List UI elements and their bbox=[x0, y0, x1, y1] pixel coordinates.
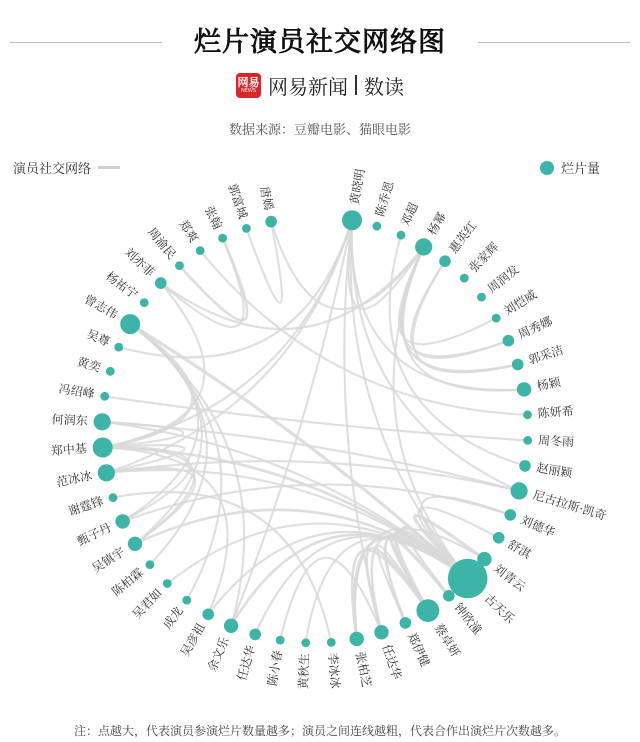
actor-node[interactable] bbox=[100, 392, 109, 401]
brand-name: 网易新闻 bbox=[268, 74, 348, 99]
actor-label: 甄子丹 bbox=[74, 520, 114, 549]
actor-node[interactable] bbox=[439, 255, 451, 267]
actor-label: 钟欣潼 bbox=[451, 600, 485, 638]
actor-label: 吴镇宇 bbox=[89, 544, 128, 576]
actor-node[interactable] bbox=[510, 482, 527, 499]
actor-node[interactable] bbox=[492, 314, 501, 323]
actor-label: 舒淇 bbox=[505, 537, 534, 562]
actor-node[interactable] bbox=[265, 216, 277, 228]
actor-label: 杨祐宁 bbox=[103, 268, 141, 302]
labels-layer bbox=[50, 168, 608, 690]
actor-node[interactable] bbox=[120, 314, 140, 334]
actor-node[interactable] bbox=[182, 596, 191, 605]
actor-label: 吴彦祖 bbox=[177, 620, 208, 659]
actor-label: 蔡卓妍 bbox=[431, 621, 463, 660]
actor-node[interactable] bbox=[301, 638, 310, 647]
actor-label: 曾志伟 bbox=[81, 291, 121, 322]
actor-label: 吴君如 bbox=[129, 585, 165, 622]
actor-node[interactable] bbox=[109, 493, 118, 502]
actor-label: 张家辉 bbox=[466, 239, 502, 276]
actor-node[interactable] bbox=[175, 261, 184, 270]
network-link bbox=[231, 220, 352, 626]
legend-links-label: 演员社交网络 bbox=[13, 162, 92, 177]
actor-node[interactable] bbox=[202, 609, 214, 621]
network-link bbox=[246, 222, 282, 303]
actor-label: 古天乐 bbox=[481, 591, 518, 627]
actor-node[interactable] bbox=[98, 464, 115, 481]
actor-label: 郑爽 bbox=[176, 217, 201, 246]
actor-label: 郭富城 bbox=[225, 181, 251, 221]
actor-label: 郑中基 bbox=[50, 441, 88, 459]
actor-label: 杨幂 bbox=[424, 209, 450, 238]
brand-subname: 数读 bbox=[364, 74, 404, 99]
actor-label: 陈柏霖 bbox=[109, 565, 147, 600]
actor-node[interactable] bbox=[493, 532, 505, 544]
actor-node[interactable] bbox=[242, 224, 251, 233]
actor-node[interactable] bbox=[106, 367, 115, 376]
actor-node[interactable] bbox=[218, 234, 227, 243]
actor-node[interactable] bbox=[94, 413, 111, 430]
actor-node[interactable] bbox=[523, 410, 532, 419]
actor-node[interactable] bbox=[155, 277, 167, 289]
actor-label: 余文乐 bbox=[204, 634, 232, 674]
actor-label: 刘德华 bbox=[518, 512, 558, 540]
actor-label: 谢霆锋 bbox=[66, 493, 106, 519]
actor-label: 冯绍峰 bbox=[57, 381, 96, 402]
actor-label: 何润东 bbox=[51, 412, 88, 428]
actor-node[interactable] bbox=[397, 231, 406, 240]
actor-node[interactable] bbox=[512, 359, 524, 371]
actor-label: 唐嫣 bbox=[257, 184, 276, 212]
actor-node[interactable] bbox=[443, 590, 455, 602]
actor-node[interactable] bbox=[373, 222, 382, 231]
network-link bbox=[167, 524, 467, 584]
actor-node[interactable] bbox=[146, 560, 155, 569]
actor-node[interactable] bbox=[460, 274, 469, 283]
actor-node[interactable] bbox=[224, 619, 238, 633]
actor-label: 黄奕 bbox=[75, 354, 103, 375]
actor-label: 李冰冰 bbox=[325, 652, 343, 690]
actor-node[interactable] bbox=[503, 335, 515, 347]
actor-label: 张柏芝 bbox=[352, 650, 374, 689]
actor-label: 范冰冰 bbox=[55, 468, 94, 490]
actor-label: 邓超 bbox=[398, 200, 421, 229]
footnote: 注：点越大，代表演员参演烂片数量越多；演员之间连线越粗，代表合作出演烂片次数越多。 bbox=[73, 724, 566, 738]
actor-label: 周渝民 bbox=[144, 225, 179, 262]
actor-label: 周冬雨 bbox=[537, 433, 575, 450]
actor-node[interactable] bbox=[374, 625, 388, 639]
actor-label: 黄秋生 bbox=[296, 652, 312, 690]
actor-node[interactable] bbox=[517, 382, 531, 396]
actor-node[interactable] bbox=[415, 238, 432, 255]
actor-node[interactable] bbox=[128, 537, 142, 551]
actor-label: 陈妍希 bbox=[537, 403, 575, 421]
actor-node[interactable] bbox=[477, 293, 486, 302]
actor-label: 张翰 bbox=[201, 203, 225, 232]
actor-node[interactable] bbox=[523, 436, 532, 445]
actor-label: 任达华 bbox=[234, 643, 259, 683]
actor-node[interactable] bbox=[163, 579, 172, 588]
actor-label: 刘亦菲 bbox=[121, 244, 158, 280]
actor-label: 周秀娜 bbox=[515, 313, 555, 342]
data-source: 数据来源：豆瓣电影、猫眼电影 bbox=[228, 123, 411, 138]
actor-node[interactable] bbox=[400, 617, 412, 629]
actor-label: 惠英红 bbox=[446, 218, 480, 256]
actor-node[interactable] bbox=[249, 629, 261, 641]
actor-label: 黄晓明 bbox=[347, 167, 368, 206]
actor-label: 吴尊 bbox=[84, 326, 113, 350]
logo-text: 网易 bbox=[237, 75, 260, 89]
actor-label: 尼古拉斯·凯奇 bbox=[531, 487, 608, 523]
actor-label: 任达华 bbox=[379, 642, 405, 682]
actor-node[interactable] bbox=[140, 298, 149, 307]
actor-node[interactable] bbox=[196, 246, 205, 255]
actor-label: 陈乔恩 bbox=[372, 179, 397, 219]
actor-label: 成龙 bbox=[160, 603, 186, 632]
actor-node[interactable] bbox=[276, 636, 285, 645]
actor-node[interactable] bbox=[114, 343, 123, 352]
legend-nodes-label: 烂片量 bbox=[560, 162, 600, 177]
actor-node[interactable] bbox=[519, 460, 531, 472]
actor-label: 郭采洁 bbox=[526, 342, 566, 368]
actor-label: 赵丽颖 bbox=[535, 460, 574, 481]
logo-subtext: NEWS bbox=[240, 87, 257, 94]
actor-label: 陈小春 bbox=[265, 649, 285, 687]
actor-node[interactable] bbox=[327, 638, 336, 647]
actor-label: 郑伊健 bbox=[404, 630, 433, 669]
actor-label: 刘青云 bbox=[490, 561, 529, 595]
actor-node[interactable] bbox=[448, 559, 488, 599]
network-link bbox=[352, 220, 524, 390]
actor-node[interactable] bbox=[93, 438, 113, 458]
actor-label: 周润发 bbox=[484, 262, 522, 296]
actor-node[interactable] bbox=[417, 599, 440, 622]
actor-node[interactable] bbox=[505, 509, 517, 521]
actor-label: 杨颖 bbox=[535, 374, 562, 394]
actor-label: 刘恺威 bbox=[501, 287, 540, 319]
actor-node[interactable] bbox=[115, 514, 129, 528]
actor-node[interactable] bbox=[342, 210, 362, 230]
page-title: 烂片演员社交网络图 bbox=[194, 27, 446, 58]
actor-node[interactable] bbox=[350, 632, 364, 646]
